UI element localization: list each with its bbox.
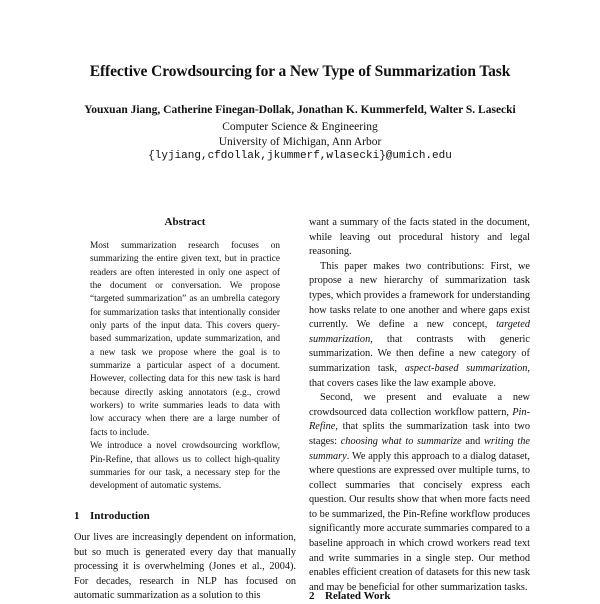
author-list: Youxuan Jiang, Catherine Finegan-Dollak, Jonathan K. Kummerfeld, Walter S. Lasecki [84,104,516,116]
author-emails: {lyjiang,cfdollak,jkummerf,wlasecki}@umich.edu [148,150,452,162]
abstract-heading: Abstract [164,216,206,228]
italic-term: Pin-Refine [309,406,530,433]
text-run: . We apply this approach to a dialog dataset, where questions are expressed over multiple turns, to collect summaries that concisely express each question. Our results show that when more facts need to be summarized, the Pin-Refine workflow produces significantly more accurate summaries compared to a baseline approach in which crowd workers read text and write summaries in a single step. Our method enables efficient creation of datasets for this new task and may be beneficial for other summarization tasks. [309,450,530,593]
introduction-paragraph: Our lives are increasingly dependent on information, but so much is generated every day that manually processing it is overwhelming (Jones et al., 2004). For decades, research in NLP has focused on automatic summarization as a solution to this [74,532,296,602]
body-paragraph-workflow [309,391,530,595]
abstract-paragraph: Most summarization research focuses on summarizing the entire given text, but in practice readers are often interested in only one aspect of the document or conversation. We propose “targeted summarization” as an umbrella category for summarization tasks that intentionally consider only parts of the input data. This covers query-based summarization, update summarization, and a new task we propose where the goal is to summarize a particular aspect of a document. However, collecting data for this new task is hard because directly asking annotators (e.g., crowd workers) to write summaries leads to data with low accuracy when there are a large number of facts to include. [90,241,280,438]
affiliation-university: University of Michigan, Ann Arbor [218,136,382,148]
italic-term: choosing what to summarize [340,435,462,447]
section-number: 2 [309,590,315,602]
italic-term: targeted summarization [309,319,530,345]
right-column [309,216,530,595]
italic-term: writing the summary [309,435,531,462]
text-run: , that splits the summarization task into two stages: [309,421,530,447]
abstract-paragraph: We introduce a novel crowdsourcing workflow, Pin-Refine, that allows us to collect high-quality summaries for our task, a necessary step for the development of automatic systems. [90,441,280,492]
affiliation-department: Computer Science & Engineering [222,121,378,133]
section-heading-related-work [309,590,530,602]
text-run: and [461,435,484,447]
text-run: This paper makes two contributions: First, we propose a new hierarchy of summarization task types, which provides a framework for understanding how tasks relate to one another and where gaps exist currently. We define a new concept, [309,260,530,331]
paper-title: Effective Crowdsourcing for a New Type of Summarization Task [89,63,511,80]
italic-term: aspect-based summarization [404,362,528,374]
section-heading-introduction [74,510,296,522]
body-paragraph: want a summary of the facts stated in the document, while leaving out procedural history and legal reasoning. [309,217,530,258]
body-paragraph-contributions [309,260,530,391]
text-run: Second, we present and evaluate a new crowdsourced data collection workflow pattern, [309,392,530,418]
section-title: Related Work [325,590,391,602]
abstract-body [90,240,280,494]
text-run: , that covers cases like the law example above. [309,362,530,389]
section-title: Introduction [90,510,150,522]
text-run: , that contrasts with generic summarization. We then define a new category of summarization task, [309,333,530,374]
section-number: 1 [74,510,80,522]
